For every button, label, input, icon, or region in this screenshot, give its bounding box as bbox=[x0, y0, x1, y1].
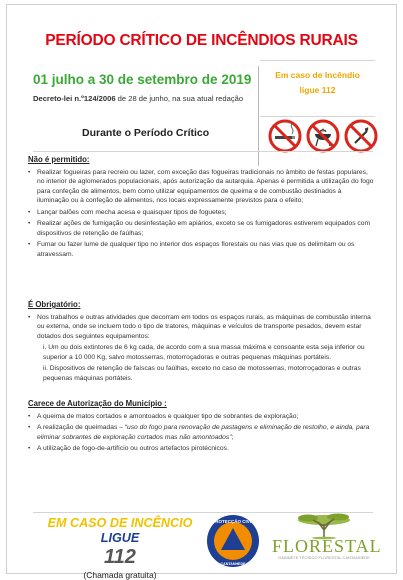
period-dates: 01 julho a 30 de setembro de 2019 bbox=[33, 72, 252, 87]
prohibited-heading: Não é permitido: bbox=[28, 155, 90, 164]
item-quote: “uso do fogo para renovação de pastagens e eliminação de restolho, e ainda, para eliminar sobrantes de exploração cortados mas não amontoados” bbox=[37, 424, 370, 441]
authorization-section bbox=[28, 399, 374, 456]
list-item: • A queima de matos cortados e amontoados e qualquer tipo de sobrantes de exploração; bbox=[37, 412, 374, 422]
no-burning-icon bbox=[344, 119, 378, 153]
list-item: • Fumar ou fazer lume de qualquer tipo no interior dos espaços florestais ou nas vias que os delimitam ou os atravessam. bbox=[37, 240, 374, 259]
item-prefix: A realização de queimadas – bbox=[37, 424, 125, 431]
florestal-name: FLORESTAL bbox=[272, 536, 382, 556]
page-title: PERÍODO CRÍTICO DE INCÊNDIOS RURAIS bbox=[45, 32, 358, 49]
mandatory-section bbox=[28, 300, 374, 385]
pc-logo-text-top: PROTECÇÃO CIVIL bbox=[212, 519, 254, 524]
footer-number: 112 bbox=[104, 546, 136, 568]
prohibited-section bbox=[28, 155, 374, 261]
prohibition-icons bbox=[268, 119, 378, 153]
mandatory-list bbox=[28, 313, 374, 342]
list-item: • Lançar balões com mecha acesa e quaisquer tipos de foguetes; bbox=[37, 208, 374, 218]
footer-free-call: (Chamada gratuita) bbox=[83, 570, 157, 580]
list-item bbox=[37, 423, 374, 442]
emergency-text-line2: ligue 112 bbox=[299, 85, 336, 95]
list-item: • Nos trabalhos e outras atividades que decorram em todos os espaços rurais, as máquinas de combustão interna ou externa, onde se incluem todo o tipo de tratores, máquinas e veículos de transporte pesados, devem estar dotados dos seguintes equipamentos: bbox=[37, 313, 374, 342]
list-item: • Realizar ações de fumigação ou desinfestação em apiários, exceto se os fumigadores estiverem equipados com dispositivos de retenção de faúlhas; bbox=[37, 219, 374, 238]
divider-top bbox=[33, 151, 373, 152]
florestal-subtitle: GABINETE TÉCNICO FLORESTAL CANTANHEDE bbox=[278, 555, 370, 560]
no-smoking-icon bbox=[268, 119, 302, 153]
prohibited-list bbox=[28, 168, 374, 260]
list-item: • Realizar fogueiras para recreio ou lazer, com exceção das fogueiras tradicionais no âmbito de festas populares, no interior de aglomerados populacionais, após autorização da autarquia. Apenas é permitida a utilização do fogo para confeção de alimentos, bem como utilizar equipamentos de queima e de combustão destinados à iluminação ou à confeção de alimentos, nos locais expressamente previstos para o efeito; bbox=[37, 168, 374, 206]
decree-reference bbox=[33, 94, 243, 103]
emergency-text-line1: Em caso de Incêndio bbox=[275, 70, 360, 80]
footer-line2: LIGUE bbox=[100, 531, 140, 545]
list-item: • A utilização de fogo-de-artifício ou outros artefactos pirotécnicos. bbox=[37, 444, 374, 454]
item-suffix: ; bbox=[231, 433, 234, 441]
pc-logo-text-bottom: CANTANHEDE bbox=[220, 562, 246, 566]
decree-number: Decreto-lei n.º124/2006 bbox=[33, 94, 116, 103]
footer-emergency bbox=[40, 516, 200, 580]
civil-protection-logo bbox=[206, 514, 260, 568]
mandatory-heading: É Obrigatório: bbox=[28, 300, 81, 309]
decree-date: de 28 de junho, na sua atual redação bbox=[115, 94, 244, 103]
mandatory-subitem-1: i. Um ou dois extintores de 6 kg cada, de acordo com a sua massa máxima e consoante esta seja inferior ou superior a 10 000 Kg, salvo motosserras, motorroçadoras e outras pequenas máquinas portáteis. bbox=[43, 344, 365, 361]
no-barbecue-icon bbox=[306, 119, 340, 153]
period-heading: Durante o Período Crítico bbox=[82, 127, 210, 139]
authorization-heading: Carece de Autorização do Município : bbox=[28, 399, 167, 408]
footer-line1: EM CASO DE INCÊNCIO bbox=[47, 516, 193, 530]
authorization-list bbox=[28, 412, 374, 454]
mandatory-subitem-2: ii. Dispositivos de retenção de faíscas ou faúlhas, exceto no caso de motosserras, motorroçadoras e outras pequenas máquinas portáteis. bbox=[43, 365, 361, 382]
